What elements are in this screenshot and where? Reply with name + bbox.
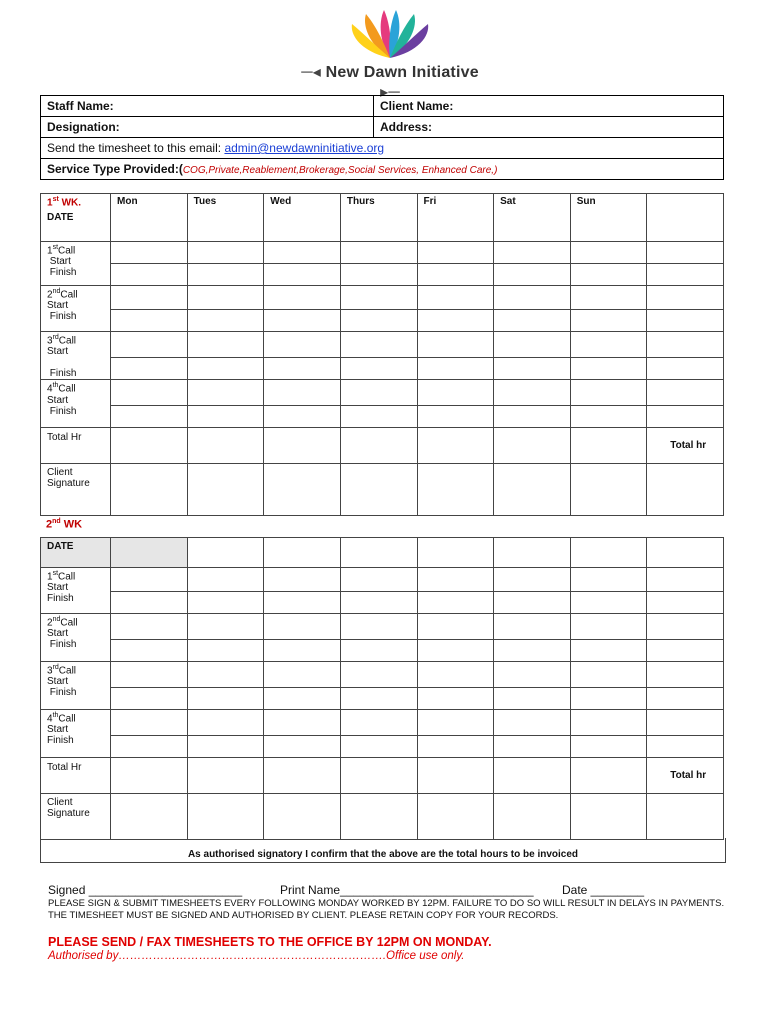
designation-field[interactable]: Designation:: [41, 117, 374, 138]
cell[interactable]: [111, 332, 188, 358]
cell[interactable]: [570, 640, 647, 662]
cell[interactable]: [264, 794, 341, 840]
cell[interactable]: [570, 538, 647, 568]
cell[interactable]: [264, 710, 341, 736]
cell[interactable]: [570, 332, 647, 358]
cell[interactable]: [264, 662, 341, 688]
cell[interactable]: [494, 758, 571, 794]
cell[interactable]: [647, 710, 724, 736]
cell[interactable]: [264, 332, 341, 358]
cell[interactable]: [494, 264, 571, 286]
day-sat: Sat: [494, 194, 571, 242]
cell[interactable]: [264, 464, 341, 516]
cell[interactable]: [264, 310, 341, 332]
cell[interactable]: [264, 380, 341, 406]
cell[interactable]: [264, 614, 341, 640]
cell[interactable]: [494, 286, 571, 310]
cell[interactable]: [570, 614, 647, 640]
cell[interactable]: [264, 688, 341, 710]
cell[interactable]: [111, 380, 188, 406]
cell[interactable]: [417, 358, 494, 380]
week1-label: 1st WK. DATE: [41, 194, 111, 242]
cell[interactable]: [264, 428, 341, 464]
day-sun: Sun: [570, 194, 647, 242]
logo: [290, 8, 490, 101]
submission-notice: PLEASE SIGN & SUBMIT TIMESHEETS EVERY FOLLOWING MONDAY WORKED BY 12PM. FAILURE TO DO SO WILL RESULT IN DELAYS IN PAYMENTS. THE TIMESHEET MUST BE SIGNED AND AUTHORISED BY CLIENT. PLEASE RETAIN COPY FOR YOUR RECORDS.: [48, 898, 725, 921]
cell[interactable]: [647, 286, 724, 310]
cell[interactable]: [111, 568, 188, 592]
week2-date-label: DATE: [41, 538, 111, 568]
cell[interactable]: [111, 242, 188, 264]
week2-call1-label: 1stCall Start Finish: [41, 568, 111, 614]
total-hr-label: Total Hr: [41, 428, 111, 464]
cell[interactable]: [264, 242, 341, 264]
cell[interactable]: [264, 758, 341, 794]
cell[interactable]: [340, 310, 417, 332]
cell[interactable]: [187, 428, 264, 464]
client-signature-label: Client Signature: [41, 464, 111, 516]
cell[interactable]: [264, 538, 341, 568]
call1-label: 1stCall Start Finish: [41, 242, 111, 286]
cell[interactable]: [187, 662, 264, 688]
cell[interactable]: [187, 640, 264, 662]
week1-table: [40, 193, 724, 516]
cell[interactable]: [647, 568, 724, 592]
cell[interactable]: [340, 380, 417, 406]
cell[interactable]: [570, 662, 647, 688]
week2-client-signature-label: Client Signature: [41, 794, 111, 840]
brand-name: ─◂ New Dawn Initiative ▸─: [301, 64, 479, 101]
cell[interactable]: [417, 538, 494, 568]
cell[interactable]: [187, 568, 264, 592]
cell[interactable]: [187, 794, 264, 840]
cell[interactable]: [340, 406, 417, 428]
cell[interactable]: [187, 688, 264, 710]
cell[interactable]: [494, 662, 571, 688]
cell[interactable]: [111, 592, 188, 614]
cell[interactable]: [494, 464, 571, 516]
cell[interactable]: [417, 640, 494, 662]
cell[interactable]: [264, 592, 341, 614]
staff-name-field[interactable]: Staff Name:: [41, 96, 374, 117]
signed-line[interactable]: Signed _______________________: [48, 883, 243, 897]
cell[interactable]: [494, 568, 571, 592]
week2-label: 2nd WK: [46, 518, 83, 531]
cell[interactable]: [417, 406, 494, 428]
cell[interactable]: [417, 242, 494, 264]
week2-call2-label: 2ndCall Start Finish: [41, 614, 111, 662]
week2-total-hr-label: Total Hr: [41, 758, 111, 794]
cell[interactable]: [340, 758, 417, 794]
service-type: Service Type Provided:(COG,Private,Reablement,Brokerage,Social Services, Enhanced Care,): [41, 159, 724, 180]
cell[interactable]: [647, 538, 724, 568]
cell[interactable]: [494, 614, 571, 640]
cell[interactable]: [264, 568, 341, 592]
cell[interactable]: [340, 286, 417, 310]
authorised-by-line: Authorised by…………………………………………………………….Office use only.: [48, 950, 465, 962]
cell[interactable]: [570, 592, 647, 614]
day-tues: Tues: [187, 194, 264, 242]
cell[interactable]: [340, 592, 417, 614]
cell[interactable]: [187, 614, 264, 640]
cell[interactable]: [340, 428, 417, 464]
call4-label: 4thCall Start Finish: [41, 380, 111, 428]
week2-table: [40, 537, 724, 840]
cell[interactable]: [570, 568, 647, 592]
cell[interactable]: [494, 428, 571, 464]
week2-total-hr-cell[interactable]: Total hr: [647, 758, 724, 794]
date-line[interactable]: Date ________: [562, 883, 645, 897]
cell[interactable]: [647, 640, 724, 662]
cell[interactable]: [340, 538, 417, 568]
cell[interactable]: [111, 358, 188, 380]
cell[interactable]: [494, 592, 571, 614]
cell[interactable]: [570, 736, 647, 758]
cell[interactable]: [570, 710, 647, 736]
day-wed: Wed: [264, 194, 341, 242]
cell[interactable]: [111, 428, 188, 464]
day-thurs: Thurs: [340, 194, 417, 242]
cell[interactable]: [417, 794, 494, 840]
email-link[interactable]: admin@newdawninitiative.org: [224, 141, 385, 155]
cell[interactable]: [417, 568, 494, 592]
cell[interactable]: [340, 614, 417, 640]
cell[interactable]: [111, 688, 188, 710]
cell[interactable]: [187, 758, 264, 794]
cell[interactable]: [494, 358, 571, 380]
cell[interactable]: [187, 242, 264, 264]
cell[interactable]: [417, 380, 494, 406]
cell[interactable]: [647, 794, 724, 840]
cell[interactable]: [340, 464, 417, 516]
cell[interactable]: [647, 310, 724, 332]
cell[interactable]: [494, 736, 571, 758]
cell[interactable]: [494, 242, 571, 264]
client-name-field[interactable]: Client Name:: [374, 96, 724, 117]
total-hr-cell[interactable]: Total hr: [647, 428, 724, 464]
staff-info-table: [40, 95, 724, 180]
cell[interactable]: [417, 614, 494, 640]
cell[interactable]: [111, 406, 188, 428]
cell[interactable]: [340, 710, 417, 736]
cell[interactable]: [340, 736, 417, 758]
cell[interactable]: [264, 640, 341, 662]
cell[interactable]: [264, 264, 341, 286]
week2-call4-label: 4thCall Start Finish: [41, 710, 111, 758]
call3-label: 3rdCall Start Finish: [41, 332, 111, 380]
logo-petals-icon: [350, 8, 430, 60]
cell[interactable]: [647, 662, 724, 688]
cell[interactable]: [417, 592, 494, 614]
cell[interactable]: [647, 688, 724, 710]
cell[interactable]: [417, 286, 494, 310]
cell[interactable]: [647, 406, 724, 428]
cell[interactable]: [417, 264, 494, 286]
total-col-header: [647, 194, 724, 242]
cell[interactable]: [417, 736, 494, 758]
cell[interactable]: [264, 736, 341, 758]
cell[interactable]: [187, 264, 264, 286]
cell[interactable]: [417, 428, 494, 464]
cell[interactable]: [264, 286, 341, 310]
cell[interactable]: [570, 358, 647, 380]
cell[interactable]: [494, 538, 571, 568]
cell[interactable]: [417, 758, 494, 794]
cell[interactable]: [187, 736, 264, 758]
cell[interactable]: [111, 614, 188, 640]
cell[interactable]: [647, 332, 724, 358]
cell[interactable]: [111, 662, 188, 688]
cell[interactable]: [340, 794, 417, 840]
cell[interactable]: [187, 310, 264, 332]
cell[interactable]: [340, 568, 417, 592]
cell[interactable]: [187, 710, 264, 736]
cell[interactable]: [494, 332, 571, 358]
cell[interactable]: [570, 286, 647, 310]
cell[interactable]: [647, 242, 724, 264]
cell[interactable]: [570, 688, 647, 710]
cell[interactable]: [494, 710, 571, 736]
day-fri: Fri: [417, 194, 494, 242]
address-field[interactable]: Address:: [374, 117, 724, 138]
cell[interactable]: [494, 688, 571, 710]
email-instruction: Send the timesheet to this email: admin@newdawninitiative.org: [41, 138, 724, 159]
cell[interactable]: [111, 310, 188, 332]
cell[interactable]: [570, 242, 647, 264]
cell[interactable]: [340, 688, 417, 710]
cell[interactable]: [111, 758, 188, 794]
cell[interactable]: [647, 592, 724, 614]
cell[interactable]: [570, 758, 647, 794]
cell[interactable]: [340, 332, 417, 358]
cell[interactable]: [187, 538, 264, 568]
send-notice: PLEASE SEND / FAX TIMESHEETS TO THE OFFICE BY 12PM ON MONDAY.: [48, 935, 492, 949]
cell[interactable]: [111, 264, 188, 286]
cell[interactable]: [340, 242, 417, 264]
cell[interactable]: [494, 794, 571, 840]
cell[interactable]: [570, 264, 647, 286]
cell[interactable]: [417, 332, 494, 358]
day-mon: Mon: [111, 194, 188, 242]
cell[interactable]: [494, 310, 571, 332]
cell[interactable]: [647, 614, 724, 640]
cell[interactable]: [570, 428, 647, 464]
cell[interactable]: [570, 406, 647, 428]
cell[interactable]: [570, 464, 647, 516]
cell[interactable]: [647, 264, 724, 286]
cell[interactable]: [340, 358, 417, 380]
cell[interactable]: [111, 640, 188, 662]
cell[interactable]: [340, 662, 417, 688]
call2-label: 2ndCall Start Finish: [41, 286, 111, 332]
cell[interactable]: [187, 332, 264, 358]
cell[interactable]: [111, 538, 188, 568]
cell[interactable]: [417, 688, 494, 710]
cell[interactable]: [264, 358, 341, 380]
cell[interactable]: [111, 710, 188, 736]
week2-call3-label: 3rdCall Start Finish: [41, 662, 111, 710]
cell[interactable]: [187, 380, 264, 406]
cell[interactable]: [494, 380, 571, 406]
cell[interactable]: [647, 464, 724, 516]
cell[interactable]: [647, 736, 724, 758]
cell[interactable]: [494, 640, 571, 662]
cell[interactable]: [264, 406, 341, 428]
cell[interactable]: [111, 736, 188, 758]
print-name-line[interactable]: Print Name_____________________________: [280, 883, 534, 897]
cell[interactable]: [111, 286, 188, 310]
cell[interactable]: [417, 662, 494, 688]
cell[interactable]: [494, 406, 571, 428]
cell[interactable]: [570, 380, 647, 406]
cell[interactable]: [417, 710, 494, 736]
cell[interactable]: [417, 464, 494, 516]
cell[interactable]: [111, 794, 188, 840]
cell[interactable]: [647, 358, 724, 380]
cell[interactable]: [111, 464, 188, 516]
cell[interactable]: [340, 640, 417, 662]
confirmation-statement: As authorised signatory I confirm that the above are the total hours to be invoiced: [40, 838, 726, 863]
cell[interactable]: [187, 592, 264, 614]
cell[interactable]: [417, 310, 494, 332]
cell[interactable]: [187, 406, 264, 428]
cell[interactable]: [340, 264, 417, 286]
cell[interactable]: [187, 464, 264, 516]
cell[interactable]: [570, 794, 647, 840]
cell[interactable]: [647, 380, 724, 406]
cell[interactable]: [187, 286, 264, 310]
cell[interactable]: [187, 358, 264, 380]
cell[interactable]: [570, 310, 647, 332]
